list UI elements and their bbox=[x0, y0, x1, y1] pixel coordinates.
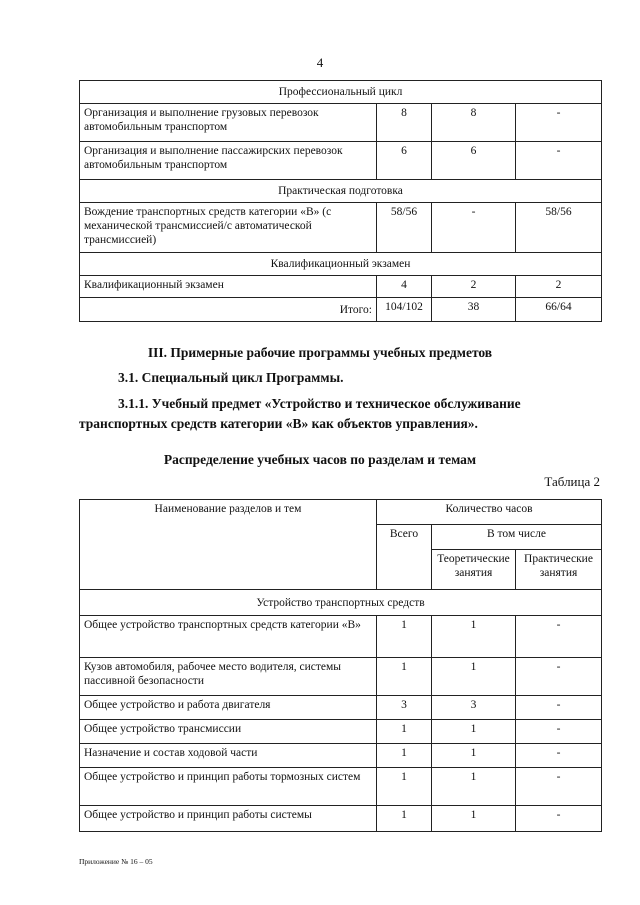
section-title: Квалификационный экзамен bbox=[80, 253, 602, 276]
subject-heading: 3.1.1. Учебный предмет «Устройство и техническое обслуживание транспортных средств категории «В» как объектов управления». bbox=[79, 396, 521, 431]
topic-name: Общее устройство транспортных средств категории «В» bbox=[80, 616, 377, 658]
hours-practice: - bbox=[516, 696, 602, 720]
hours-practice: - bbox=[516, 744, 602, 768]
distribution-heading: Распределение учебных часов по разделам и темам bbox=[163, 452, 477, 467]
hours-total: 4 bbox=[377, 276, 432, 298]
hours-total: 6 bbox=[377, 142, 432, 180]
hours-total: 1 bbox=[377, 658, 432, 696]
hours-theory: 6 bbox=[432, 142, 516, 180]
hours-theory: 2 bbox=[432, 276, 516, 298]
table-row bbox=[80, 104, 602, 142]
section-title: Устройство транспортных средств bbox=[80, 590, 602, 616]
hours-practice: 58/56 bbox=[516, 203, 602, 253]
hours-practice: - bbox=[516, 768, 602, 806]
section-row bbox=[80, 590, 602, 616]
hours-theory: 1 bbox=[432, 768, 516, 806]
hours-total: 1 bbox=[377, 744, 432, 768]
hours-distribution-table bbox=[79, 499, 602, 832]
topic-name: Кузов автомобиля, рабочее место водителя, системы пассивной безопасности bbox=[80, 658, 377, 696]
hours-theory: 8 bbox=[432, 104, 516, 142]
hours-practice: - bbox=[516, 806, 602, 832]
footer-note: Приложение № 16 – 05 bbox=[79, 857, 153, 866]
header-total: Всего bbox=[377, 525, 432, 590]
table-row bbox=[80, 203, 602, 253]
table-row bbox=[80, 142, 602, 180]
hours-total: 1 bbox=[377, 720, 432, 744]
hours-total: 8 bbox=[377, 104, 432, 142]
hours-table-continued bbox=[79, 80, 602, 322]
table-row bbox=[80, 616, 602, 658]
hours-practice: - bbox=[516, 616, 602, 658]
table-row bbox=[80, 806, 602, 832]
hours-total: 1 bbox=[377, 616, 432, 658]
hours-theory: 1 bbox=[432, 658, 516, 696]
topic-name: Общее устройство и принцип работы тормозных систем bbox=[80, 768, 377, 806]
page-number: 4 bbox=[316, 55, 324, 70]
topic-name: Общее устройство и работа двигателя bbox=[80, 696, 377, 720]
section-title: Профессиональный цикл bbox=[80, 81, 602, 104]
hours-total: 58/56 bbox=[377, 203, 432, 253]
hours-theory: 38 bbox=[432, 298, 516, 322]
section-row bbox=[80, 180, 602, 203]
topic-name: Организация и выполнение пассажирских перевозок автомобильным транспортом bbox=[80, 142, 377, 180]
subsection-heading: 3.1. Специальный цикл Программы. bbox=[118, 370, 344, 385]
hours-practice: 2 bbox=[516, 276, 602, 298]
section-title: Практическая подготовка bbox=[80, 180, 602, 203]
topic-name: Вождение транспортных средств категории «В» (с механической трансмиссией/с автоматической трансмиссией) bbox=[80, 203, 377, 253]
hours-practice: - bbox=[516, 720, 602, 744]
hours-practice: - bbox=[516, 142, 602, 180]
hours-theory: 1 bbox=[432, 720, 516, 744]
table-row bbox=[80, 744, 602, 768]
hours-total: 1 bbox=[377, 806, 432, 832]
table-row bbox=[80, 658, 602, 696]
hours-total: 3 bbox=[377, 696, 432, 720]
header-hours: Количество часов bbox=[377, 500, 602, 525]
total-label: Итого: bbox=[80, 298, 377, 322]
section-heading: III. Примерные рабочие программы учебных предметов bbox=[147, 345, 493, 360]
hours-practice: - bbox=[516, 658, 602, 696]
hours-theory: 1 bbox=[432, 616, 516, 658]
hours-theory: - bbox=[432, 203, 516, 253]
hours-theory: 1 bbox=[432, 806, 516, 832]
hours-total: 104/102 bbox=[377, 298, 432, 322]
hours-practice: - bbox=[516, 104, 602, 142]
table-label: Таблица 2 bbox=[544, 474, 600, 489]
section-row bbox=[80, 81, 602, 104]
table-row bbox=[80, 696, 602, 720]
total-row bbox=[80, 298, 602, 322]
topic-name: Общее устройство трансмиссии bbox=[80, 720, 377, 744]
hours-practice: 66/64 bbox=[516, 298, 602, 322]
header-name: Наименование разделов и тем bbox=[80, 500, 377, 590]
table-row bbox=[80, 720, 602, 744]
topic-name: Назначение и состав ходовой части bbox=[80, 744, 377, 768]
table-row bbox=[80, 768, 602, 806]
hours-theory: 1 bbox=[432, 744, 516, 768]
section-row bbox=[80, 253, 602, 276]
topic-name: Организация и выполнение грузовых перевозок автомобильным транспортом bbox=[80, 104, 377, 142]
topic-name: Общее устройство и принцип работы системы bbox=[80, 806, 377, 832]
header-theory: Теоретические занятия bbox=[432, 550, 516, 590]
hours-total: 1 bbox=[377, 768, 432, 806]
header-including: В том числе bbox=[432, 525, 602, 550]
hours-theory: 3 bbox=[432, 696, 516, 720]
header-practice: Практические занятия bbox=[516, 550, 602, 590]
table-row bbox=[80, 276, 602, 298]
topic-name: Квалификационный экзамен bbox=[80, 276, 377, 298]
